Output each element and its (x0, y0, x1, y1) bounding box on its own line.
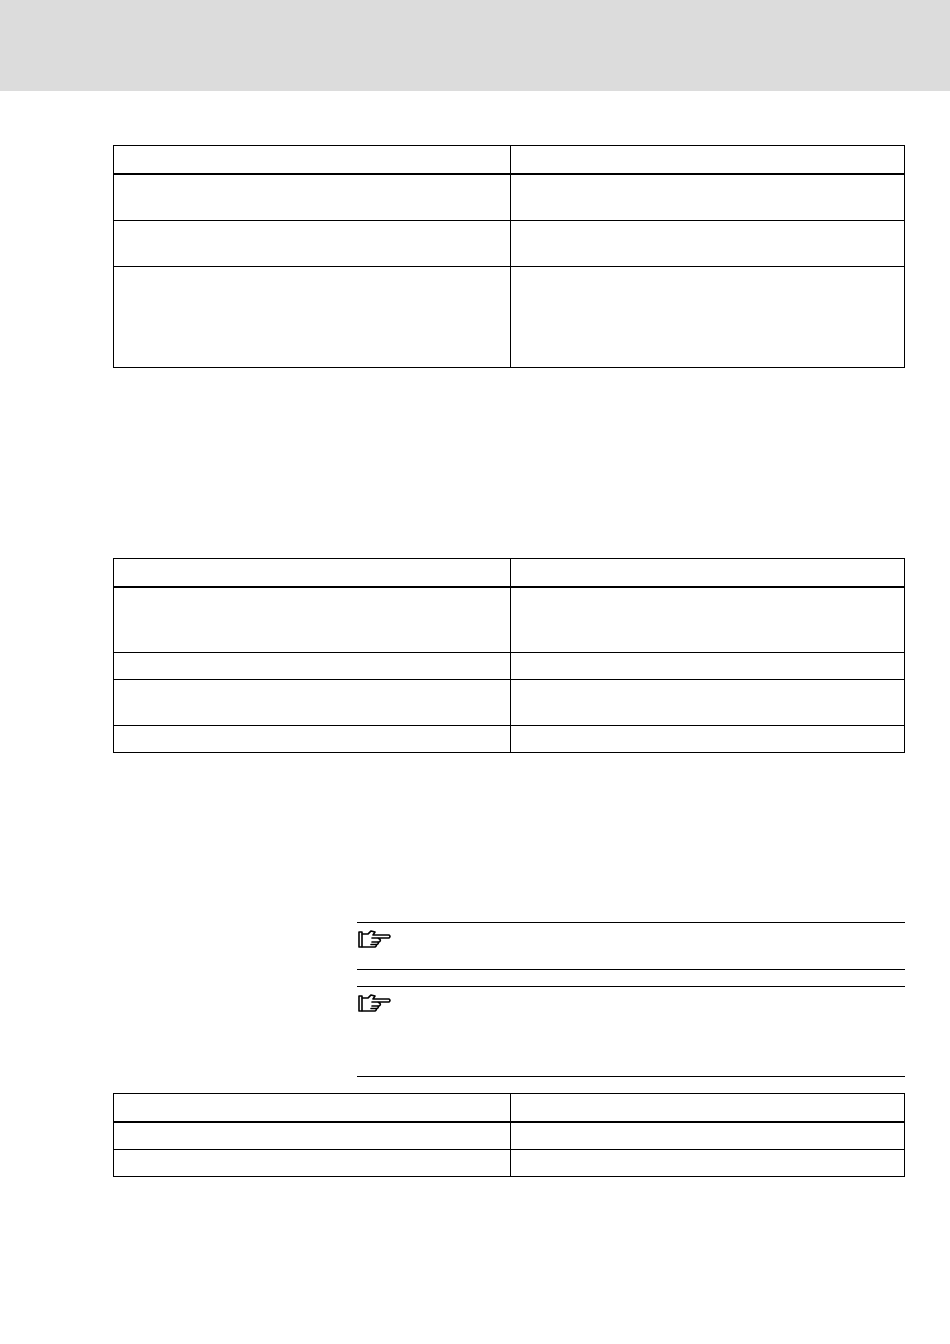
table-2 (113, 558, 905, 753)
note-box (357, 922, 905, 970)
table-cell (511, 267, 905, 368)
table-row (114, 726, 905, 753)
pointing-hand-icon (358, 929, 392, 949)
page-header-band (0, 0, 950, 91)
table-cell (114, 1094, 511, 1123)
table-cell (114, 1122, 511, 1150)
pointing-hand-icon (358, 993, 392, 1013)
table-cell (511, 653, 905, 680)
note-box (357, 986, 905, 1077)
table-header-row (114, 559, 905, 588)
table-row (114, 221, 905, 267)
table-cell (511, 146, 905, 175)
table-cell (511, 1150, 905, 1177)
table-row (114, 1122, 905, 1150)
table-cell (511, 174, 905, 221)
table-cell (511, 587, 905, 653)
table-cell (114, 680, 511, 726)
table-cell (511, 221, 905, 267)
table-cell (511, 726, 905, 753)
table-cell (511, 1122, 905, 1150)
table-cell (114, 267, 511, 368)
table-cell (114, 221, 511, 267)
table-cell (114, 174, 511, 221)
table-row (114, 267, 905, 368)
table-cell (114, 726, 511, 753)
table-1 (113, 145, 905, 368)
table-cell (511, 559, 905, 588)
table-cell (511, 1094, 905, 1123)
table-row (114, 587, 905, 653)
table-header-row (114, 1094, 905, 1123)
table-3 (113, 1093, 905, 1177)
table-cell (114, 1150, 511, 1177)
table-cell (114, 653, 511, 680)
table-cell (114, 146, 511, 175)
table-cell (511, 680, 905, 726)
table-row (114, 680, 905, 726)
table-cell (114, 559, 511, 588)
table-cell (114, 587, 511, 653)
table-row (114, 1150, 905, 1177)
table-row (114, 653, 905, 680)
table-header-row (114, 146, 905, 175)
table-row (114, 174, 905, 221)
